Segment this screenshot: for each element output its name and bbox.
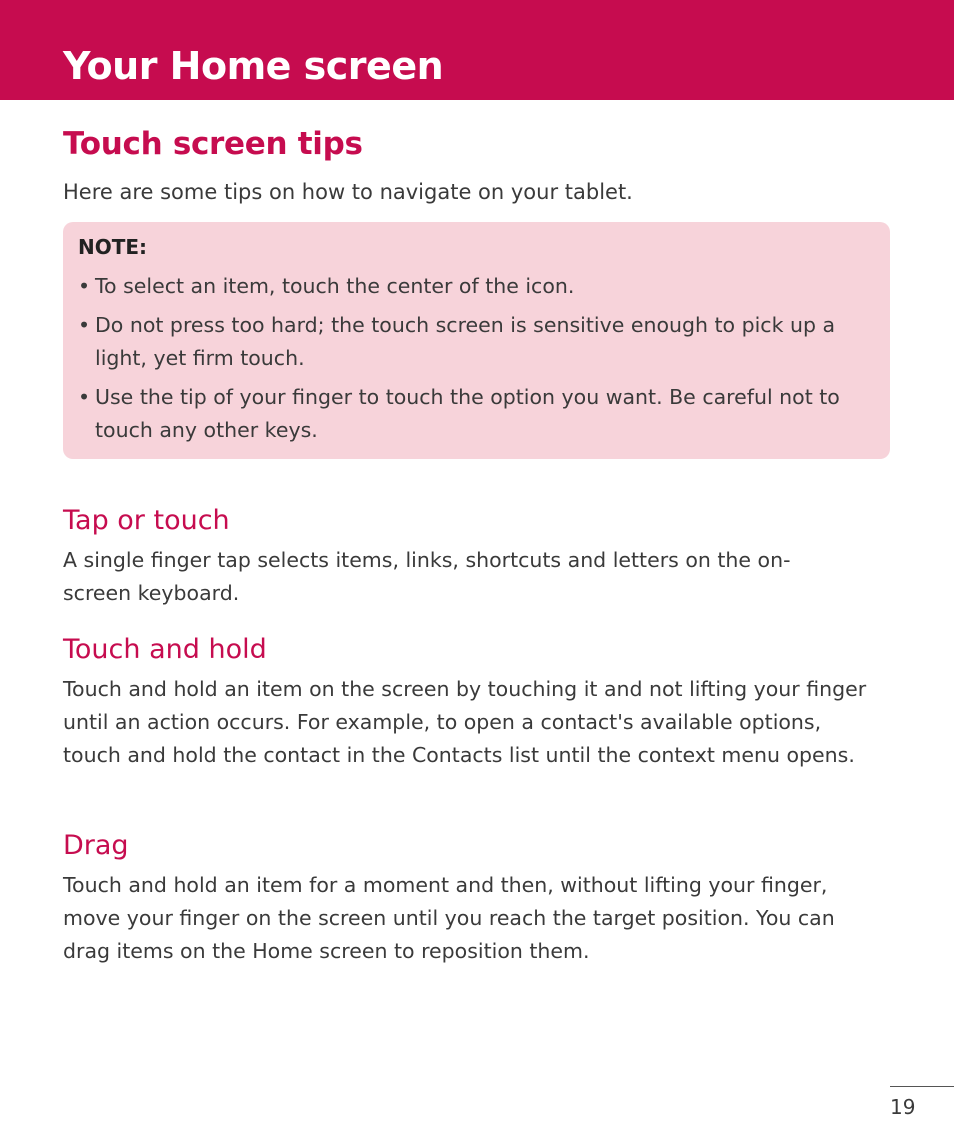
- note-box: [63, 222, 890, 459]
- drag-body: Touch and hold an item for a moment and then, without lifting your finger, move your finger on the screen until you reach the target position. You can drag items on the Home screen to reposition them.: [63, 873, 835, 963]
- touch-and-hold-heading: Touch and hold: [63, 634, 267, 665]
- note-item-text: Use the tip of your finger to touch the option you want. Be careful not to touch any other keys.: [95, 385, 840, 442]
- note-item: [78, 309, 878, 375]
- note-label: NOTE:: [78, 235, 148, 259]
- header-bar: [0, 0, 954, 100]
- drag-heading: Drag: [63, 830, 129, 861]
- page-number: 19: [890, 1095, 916, 1119]
- note-item-text: Do not press too hard; the touch screen is sensitive enough to pick up a light, yet firm touch.: [95, 313, 836, 370]
- section-title: Touch screen tips: [63, 126, 363, 162]
- note-item: [78, 270, 878, 303]
- note-list: [78, 270, 878, 453]
- section-intro: Here are some tips on how to navigate on your tablet.: [63, 180, 633, 204]
- touch-and-hold-body: Touch and hold an item on the screen by touching it and not lifting your finger until an action occurs. For example, to open a contact's available options, touch and hold the contact in the Contacts list until the context menu opens.: [63, 677, 867, 767]
- footer-rule: [890, 1086, 954, 1087]
- tap-or-touch-body: A single finger tap selects items, links, shortcuts and letters on the on-screen keyboard.: [63, 548, 791, 605]
- tap-or-touch-heading: Tap or touch: [63, 505, 230, 536]
- bullet-icon: •: [78, 385, 91, 409]
- note-item: [78, 381, 878, 447]
- note-item-text: To select an item, touch the center of the icon.: [95, 274, 575, 298]
- page-title: Your Home screen: [63, 44, 444, 88]
- bullet-icon: •: [78, 274, 91, 298]
- bullet-icon: •: [78, 313, 91, 337]
